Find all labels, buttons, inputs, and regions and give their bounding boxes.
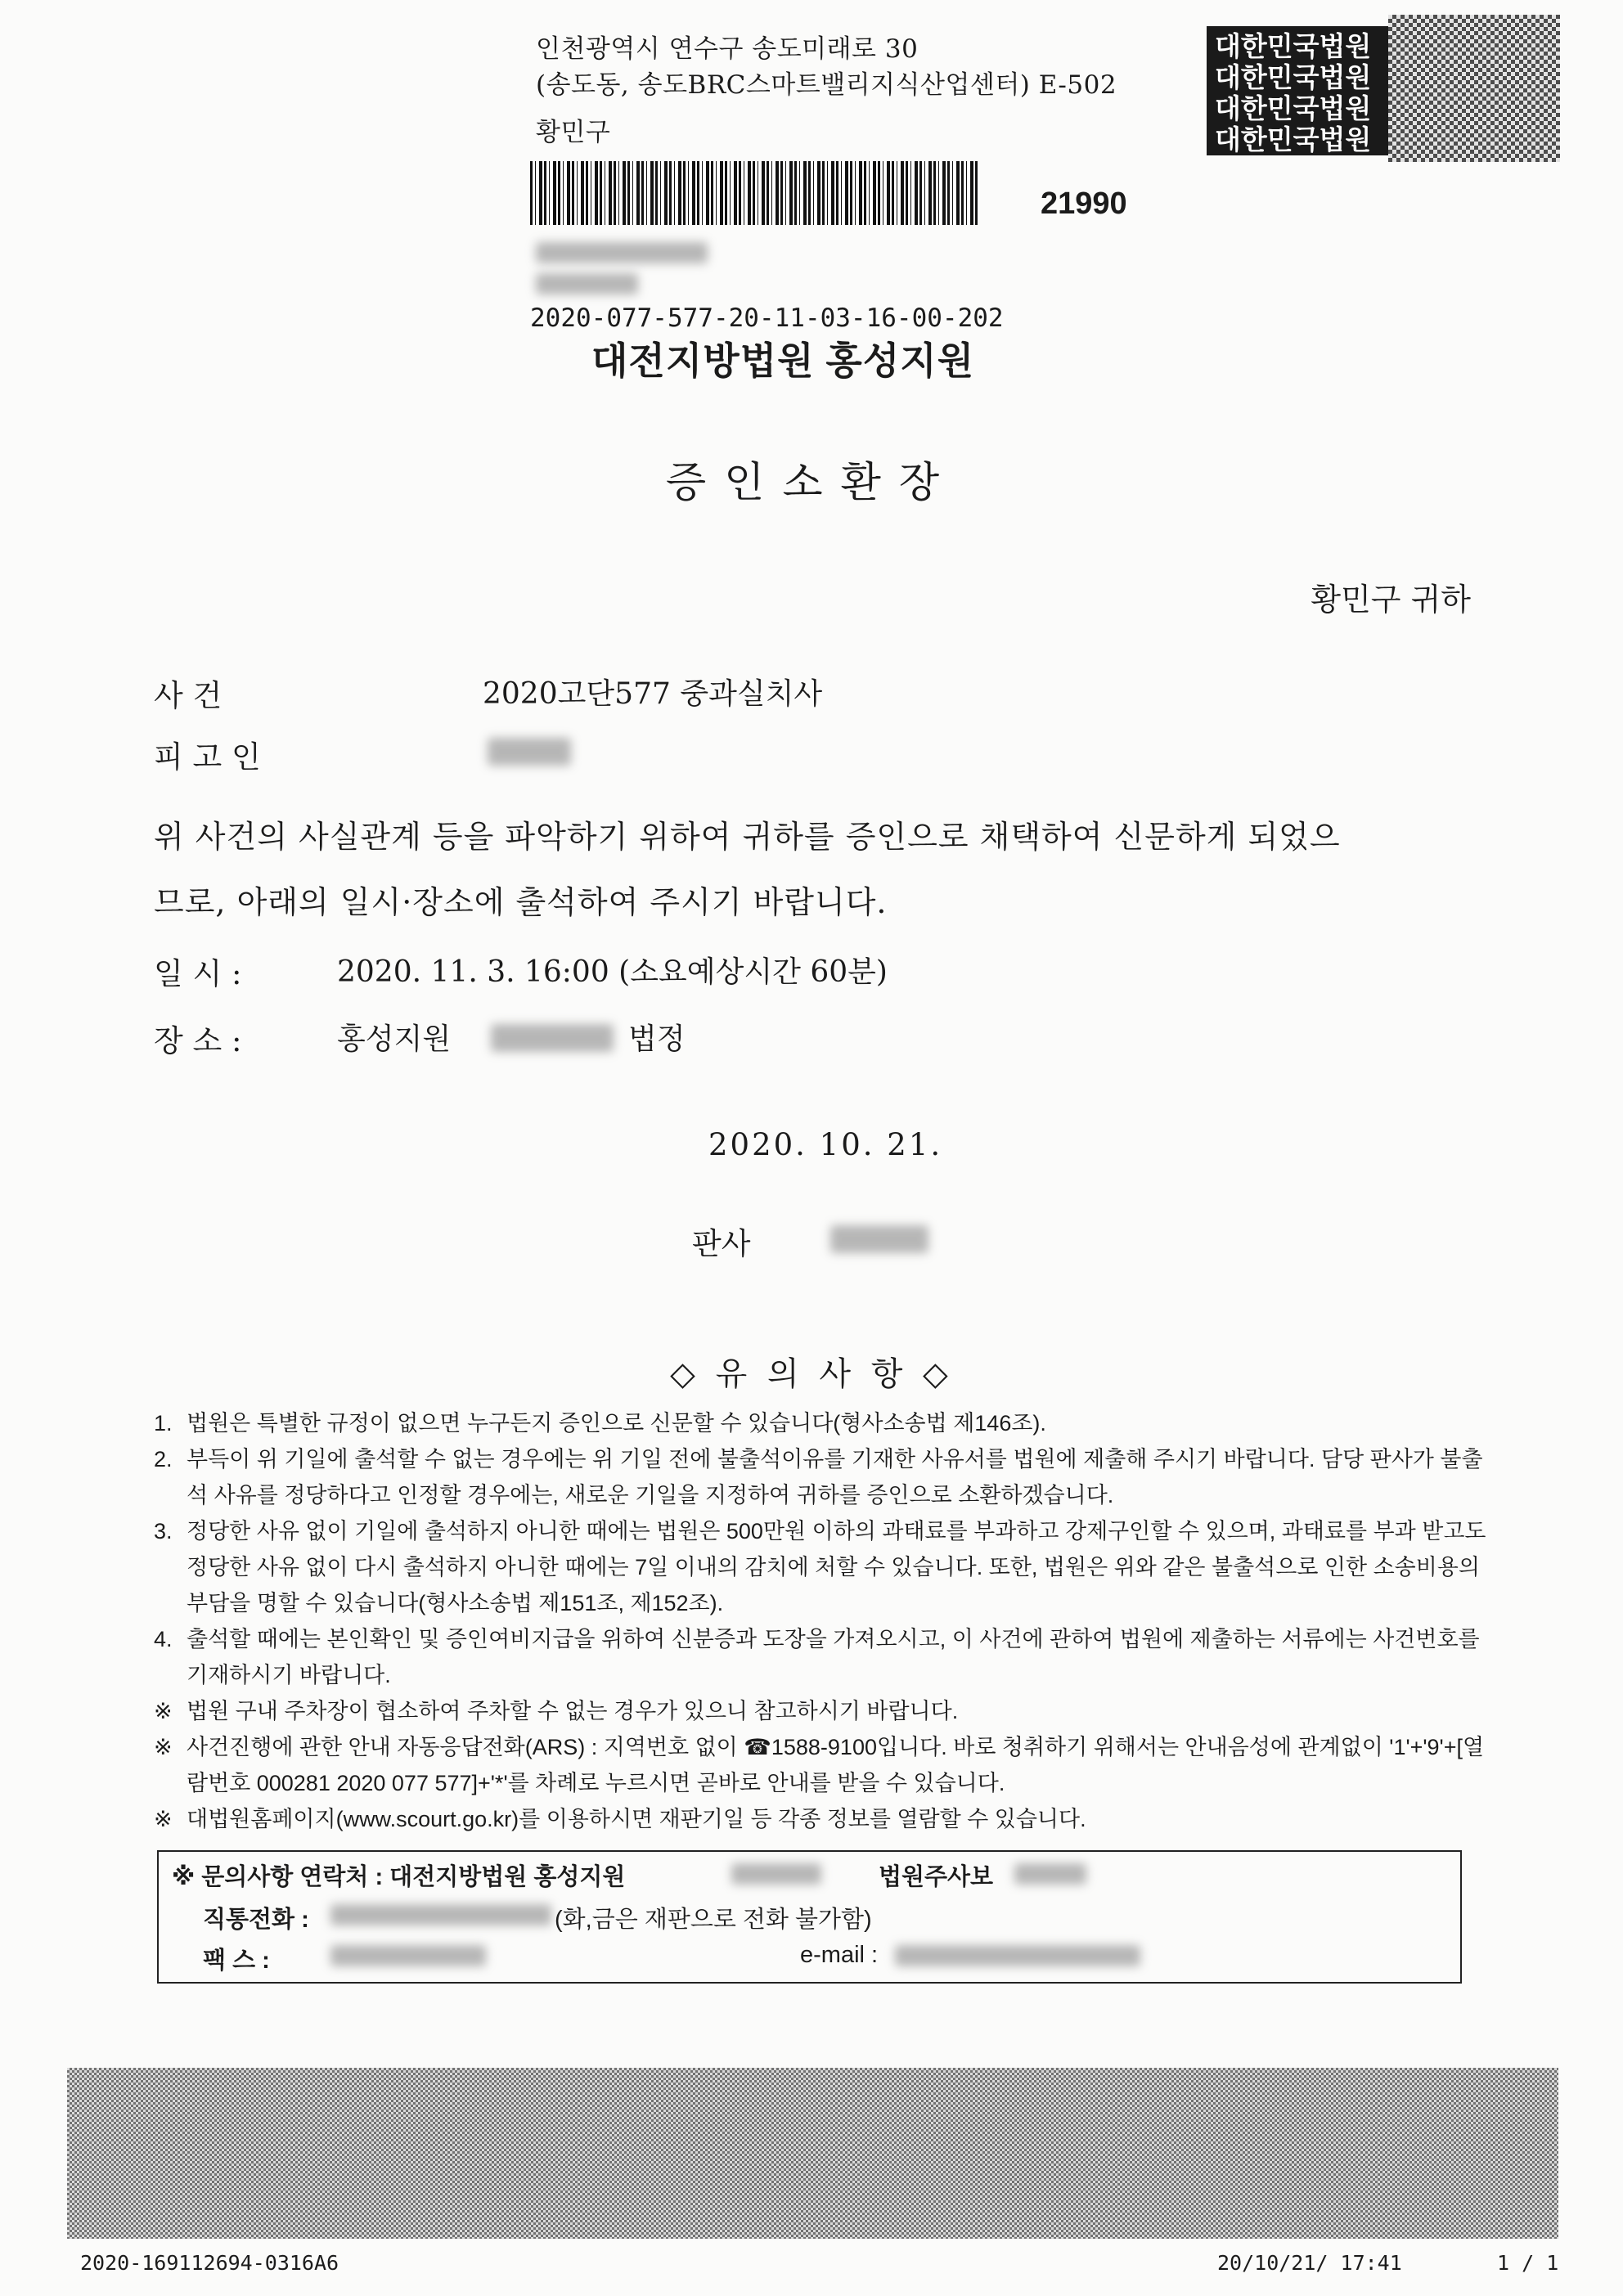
notice-remark [154,1801,1495,1837]
contact-heading: ※ 문의사항 연락처 : 대전지방법원 홍성지원 [172,1864,626,1890]
phone-label: 직통전화 : [203,1907,309,1933]
redacted-phone [330,1904,551,1925]
place-value-prefix: 홍성지원 [337,1022,452,1056]
phone-note: (화,금은 재판으로 전화 불가함) [555,1907,872,1933]
fax-label: 팩 스 : [203,1948,270,1974]
redacted-line-2 [536,273,638,294]
notice-item [154,1441,1495,1513]
page-number: 1 / 1 [1497,2251,1559,2275]
redacted-courtroom [491,1024,614,1052]
redacted-judge-name [830,1225,928,1253]
notice-item-text: 법원은 특별한 규정이 없으면 누구든지 증인으로 신문할 수 있습니다(형사소송법 제146조). [187,1411,1046,1436]
datetime-label: 일 시 : [154,956,242,991]
sender-address-line2: (송도동, 송도BRC스마트밸리지식산업센터) E-502 [536,70,1117,100]
seal-line: 대한민국법원 [1215,31,1372,61]
tracking-number: 2020-077-577-20-11-03-16-00-202 [530,303,1004,333]
case-label: 사 건 [154,678,223,713]
notice-title: ◇ 유 의 사 항 ◇ [670,1355,953,1393]
place-value-suffix: 법정 [628,1022,686,1056]
security-noise-band [67,2068,1558,2239]
remark-symbol: ※ [154,1807,173,1831]
clerk-label: 법원주사보 [879,1864,994,1890]
court-name: 대전지방법원 홍성지원 [591,339,975,382]
redacted-clerk-name [1014,1863,1086,1885]
notice-remark [154,1693,1495,1729]
notice-item [154,1405,1495,1441]
remark-text: 대법원홈페이지(www.scourt.go.kr)를 이용하시면 재판기일 등 각종 정보를 열람할 수 있습니다. [187,1807,1086,1831]
redacted-fax [330,1945,486,1966]
notice-item-number: 2. [154,1447,173,1472]
print-timestamp: 20/10/21/ 17:41 [1217,2251,1402,2275]
defendant-label: 피 고 인 [154,739,261,775]
case-value: 2020고단577 중과실치사 [483,677,823,711]
postcode: 21990 [1041,186,1127,221]
redacted-email [895,1945,1140,1966]
notice-remark [154,1729,1495,1801]
notice-item-text: 출석할 때에는 본인확인 및 증인여비지급을 위하여 신분증과 도장을 가져오시고, 이 사건에 관하여 법원에 제출하는 서류에는 사건번호를 기재하시기 바랍니다. [187,1627,1480,1687]
document-title: 증인소환장 [665,459,958,507]
redacted-department [731,1863,821,1885]
email-label: e-mail : [800,1942,879,1968]
notice-item-number: 4. [154,1627,173,1651]
body-line-1: 위 사건의 사실관계 등을 파악하기 위하여 귀하를 증인으로 채택하여 신문하게 되었으 [154,819,1341,855]
document-id: 2020-169112694-0316A6 [80,2251,339,2275]
contact-box [157,1850,1462,1984]
notice-item-text: 부득이 위 기일에 출석할 수 없는 경우에는 위 기일 전에 불출석이유를 기재한 사유서를 법원에 제출해 주시기 바랍니다. 담당 판사가 불출석 사유를 정당하다고 인정할 경우에는, 새로운 기일을 지정하여 귀하를 증인으로 소환하겠습니다. [187,1447,1483,1507]
seal-line: 대한민국법원 [1215,62,1372,92]
notice-list [154,1405,1495,1837]
remark-text: 법원 구내 주차장이 협소하여 주차할 수 없는 경우가 있으니 참고하시기 바랍니다. [187,1699,959,1723]
issue-date: 2020. 10. 21. [708,1127,943,1162]
remark-text: 사건진행에 관한 안내 자동응답전화(ARS) : 지역번호 없이 ☎1588-9100입니다. 바로 청취하기 위해서는 안내음성에 관계없이 '1'+'9'+[열람번호 000281 2020 077 577]+'*'를 차례로 누르시면 곧바로 안내를 받을 수 있습니다. [187,1735,1485,1795]
seal-line: 대한민국법원 [1215,124,1372,155]
remark-symbol: ※ [154,1699,173,1723]
notice-item-number: 1. [154,1411,173,1436]
security-pattern [1388,15,1560,162]
seal-line: 대한민국법원 [1215,93,1372,124]
postal-barcode [530,161,978,225]
redacted-defendant [488,738,571,766]
recipient-name: 황민구 [536,118,611,147]
redacted-line-1 [536,242,708,263]
notice-item-text: 정당한 사유 없이 기일에 출석하지 아니한 때에는 법원은 500만원 이하의 과태료를 부과하고 강제구인할 수 있으며, 과태료를 부과 받고도 정당한 사유 없이 다시 출석하지 아니한 때에는 7일 이내의 감치에 처할 수 있습니다. 또한, 법원은 위와 같은 불출석으로 인한 소송비용의 부담을 명할 수 있습니다(형사소송법 제151조, 제152조). [187,1519,1486,1615]
court-seal-stamp [1207,26,1388,155]
remark-symbol: ※ [154,1735,173,1759]
body-line-2: 므로, 아래의 일시·장소에 출석하여 주시기 바랍니다. [154,884,888,920]
datetime-value: 2020. 11. 3. 16:00 (소요예상시간 60분) [337,955,888,989]
notice-item [154,1621,1495,1693]
place-label: 장 소 : [154,1023,242,1058]
addressee: 황민구 귀하 [1311,582,1471,618]
notice-item [154,1513,1495,1621]
sender-address-line1: 인천광역시 연수구 송도미래로 30 [536,34,919,64]
notice-item-number: 3. [154,1519,173,1543]
judge-label: 판사 [692,1226,751,1261]
